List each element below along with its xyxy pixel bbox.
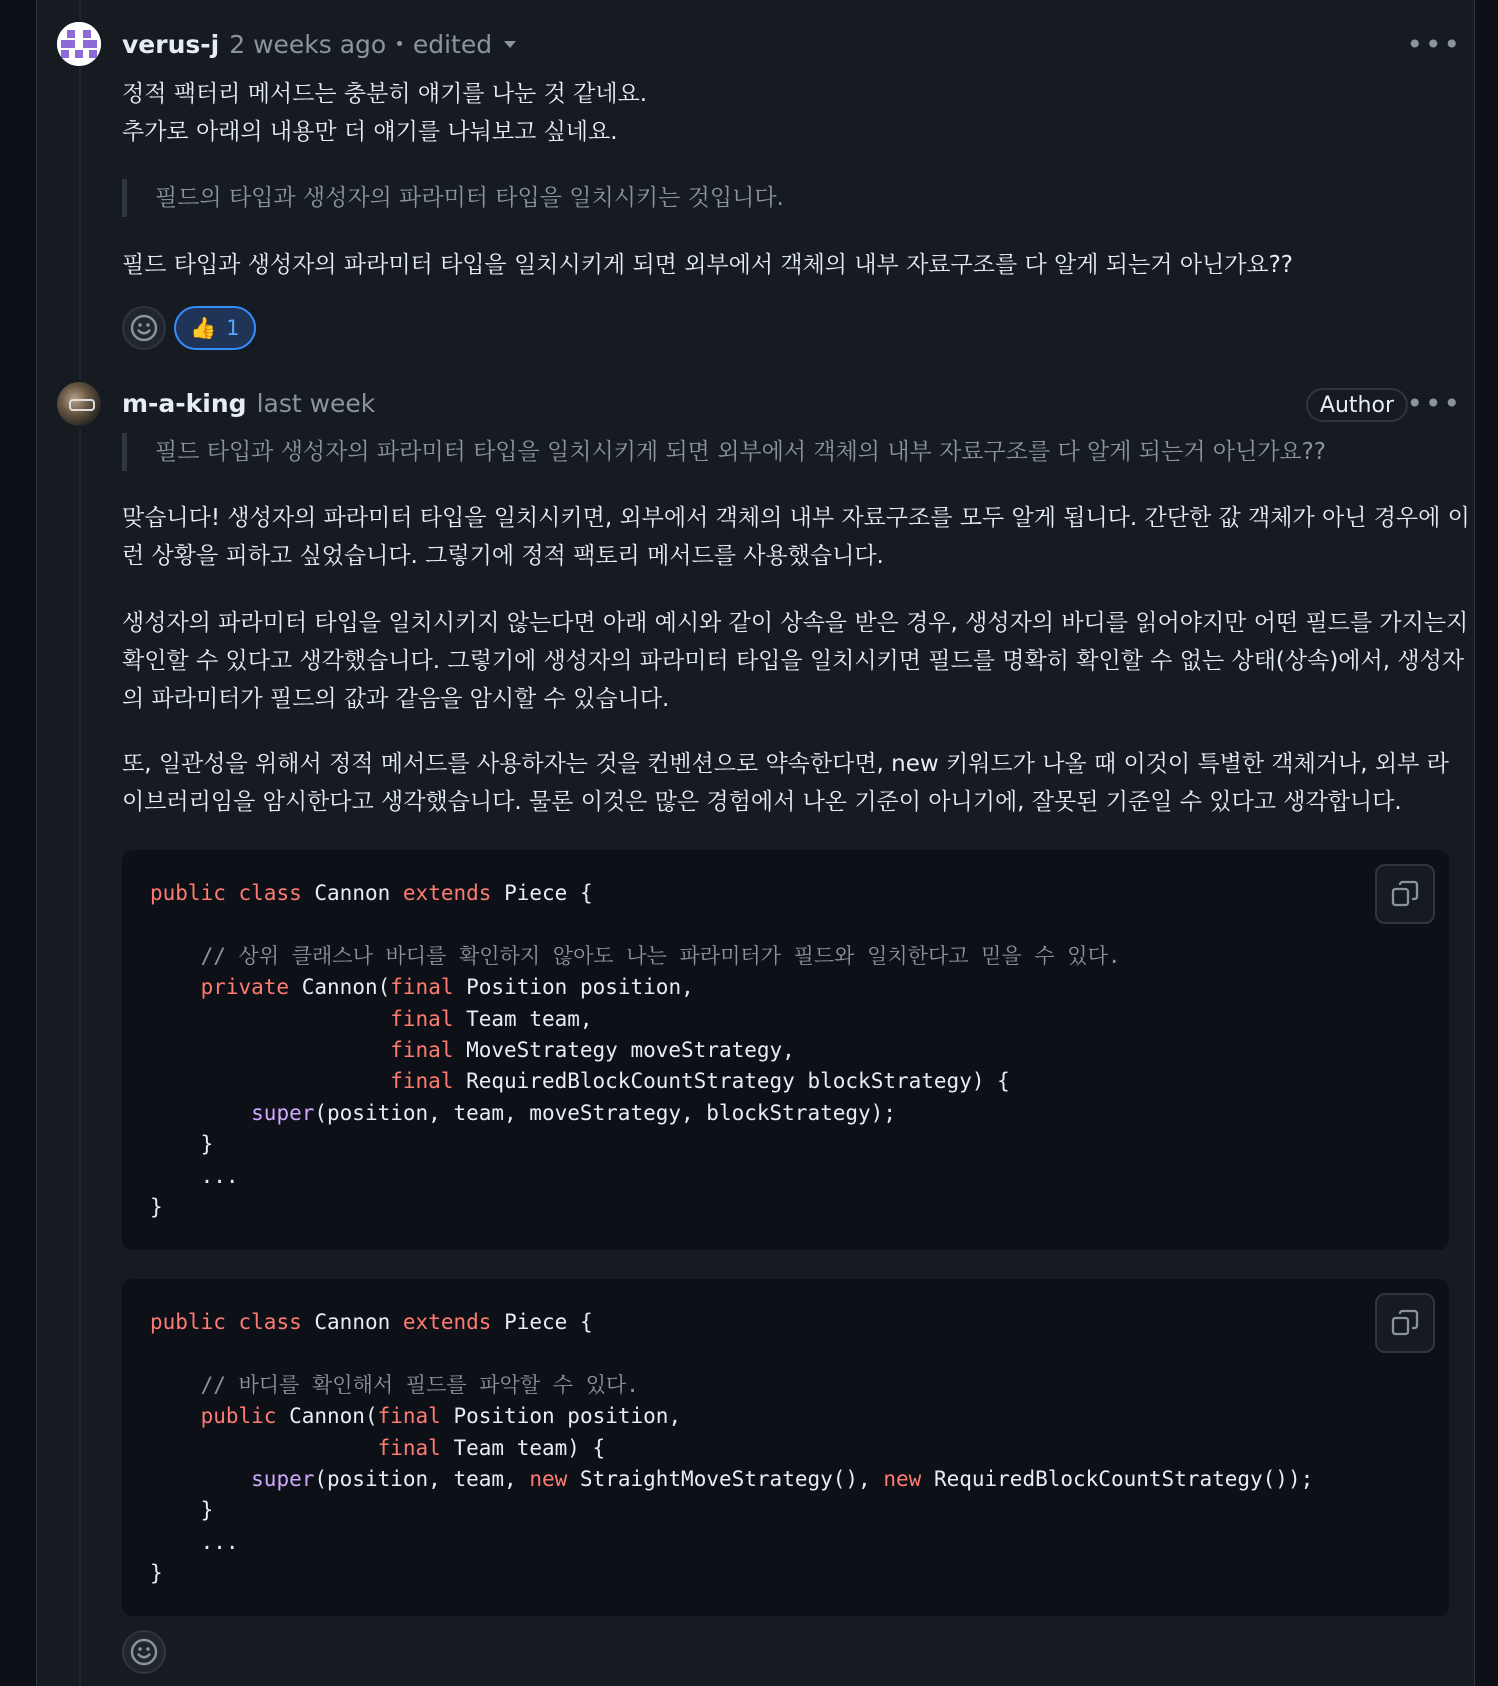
param: position, [579, 975, 694, 1000]
paragraph [122, 499, 1470, 575]
args: StraightMoveStrategy(), [579, 1467, 884, 1492]
type: Position [466, 975, 568, 1000]
args: (position, team, [314, 1467, 530, 1492]
smiley-icon [129, 313, 159, 343]
copy-button[interactable] [1375, 1293, 1435, 1353]
keyword: public [200, 1404, 277, 1429]
add-reaction-button[interactable] [122, 306, 166, 350]
keyword-super: super [251, 1100, 315, 1125]
keyword: public [150, 1310, 226, 1334]
paragraph [122, 745, 1470, 821]
author-link[interactable]: m-a-king [122, 388, 247, 418]
param: blockStrategy) { [807, 1069, 1010, 1094]
body-line: 추가로 아래의 내용만 더 얘기를 나눠보고 싶네요. [122, 119, 618, 145]
keyword: final [390, 1069, 454, 1094]
identifier: Cannon [314, 1310, 391, 1334]
keyword: final [390, 1006, 454, 1031]
blockquote [122, 433, 1470, 471]
type: RequiredBlockCountStrategy [466, 1069, 795, 1094]
kebab-icon[interactable]: ••• [1406, 387, 1462, 420]
identifier: Cannon [314, 881, 391, 905]
keyword: extends [402, 1310, 492, 1334]
punct: { [579, 881, 593, 905]
param: position, [567, 1404, 682, 1429]
reactions [122, 306, 256, 350]
type: Team [453, 1435, 505, 1460]
blockquote [122, 179, 1470, 217]
keyword: class [238, 1310, 302, 1334]
kebab-icon[interactable]: ••• [1406, 28, 1462, 61]
keyword-super: super [251, 1467, 315, 1492]
param: team) { [516, 1435, 606, 1460]
paragraph [122, 604, 1470, 718]
punct: } [150, 1195, 163, 1220]
edited-label[interactable]: edited [412, 29, 493, 59]
caret-down-icon[interactable] [504, 41, 516, 48]
identifier: Piece [504, 881, 568, 905]
comment-question [122, 246, 1470, 284]
identicon-icon [57, 22, 101, 66]
identifier: Cannon( [301, 975, 391, 1000]
punct: } [200, 1132, 214, 1157]
args: (position, team, moveStrategy, blockStrategy); [314, 1100, 896, 1125]
type: MoveStrategy [466, 1038, 618, 1063]
author-badge: Author [1306, 388, 1408, 422]
punct: { [579, 1310, 593, 1334]
keyword: final [390, 975, 454, 1000]
thumbs-up-icon: 👍 [190, 315, 217, 340]
param: moveStrategy, [630, 1038, 795, 1063]
keyword: new [883, 1467, 922, 1492]
paragraph-text: 생성자의 파라미터 타입을 일치시키지 않는다면 아래 예시와 같이 상속을 받은 경우, 생성자의 바디를 읽어야지만 어떤 필드를 가지는지 확인할 수 있다고 생각했습니다. 그렇기에 생성자의 파라미터 타입을 일치시키면 필드를 명확히 확인할 수 없는 상태(상속)에서, 생성자의 파라미터가 필드의 값과 같음을 암시할 수 있습니다. [122, 610, 1469, 712]
punct: } [150, 1561, 163, 1586]
separator: • [394, 33, 405, 55]
code-block [122, 850, 1449, 1250]
avatar-glasses [69, 399, 95, 411]
comment-header [122, 383, 375, 423]
code-comment: // 상위 클래스나 바디를 확인하지 않아도 나는 파라미터가 필드와 일치한다고 믿을 수 있다. [200, 943, 1121, 968]
keyword: class [238, 881, 302, 905]
keyword: new [529, 1467, 568, 1492]
timestamp[interactable]: 2 weeks ago [229, 29, 387, 59]
type: Team [466, 1006, 517, 1031]
param: team, [529, 1006, 593, 1031]
thumbs-up-reaction[interactable] [174, 306, 256, 350]
copy-icon [1390, 879, 1420, 909]
keyword: extends [402, 881, 492, 905]
paragraph-text: 맞습니다! 생성자의 파라미터 타입을 일치시키면, 외부에서 객체의 내부 자료구조를 모두 알게 됩니다. 간단한 값 객체가 아닌 경우에 이런 상황을 피하고 싶었습니다. 그렇기에 정적 팩토리 메서드를 사용했습니다. [122, 505, 1470, 569]
copy-button[interactable] [1375, 864, 1435, 924]
keyword: final [390, 1038, 454, 1063]
code-comment: // 바디를 확인해서 필드를 파악할 수 있다. [200, 1372, 639, 1397]
quote-text: 필드의 타입과 생성자의 파라미터 타입을 일치시키는 것입니다. [122, 179, 1470, 217]
timeline-line [79, 0, 81, 1686]
keyword: public [150, 881, 226, 905]
code-content [150, 878, 1421, 1223]
comment-body [122, 75, 1470, 151]
keyword: private [200, 975, 290, 1000]
identifier: Piece [504, 1310, 568, 1334]
code-content [150, 1307, 1421, 1590]
quote-text: 필드 타입과 생성자의 파라미터 타입을 일치시키게 되면 외부에서 객체의 내부 자료구조를 다 알게 되는거 아닌가요?? [122, 433, 1470, 471]
ellipsis: ... [200, 1529, 239, 1554]
reactions [122, 1630, 166, 1674]
reaction-count: 1 [226, 316, 240, 340]
question-text: 필드 타입과 생성자의 파라미터 타입을 일치시키게 되면 외부에서 객체의 내부 자료구조를 다 알게 되는거 아닌가요?? [122, 252, 1294, 278]
ellipsis: ... [200, 1163, 239, 1188]
type: Position [453, 1404, 555, 1429]
identifier: Cannon( [289, 1404, 378, 1429]
author-link[interactable]: verus-j [122, 29, 220, 59]
avatar[interactable] [55, 20, 103, 68]
comment-header [122, 24, 516, 64]
paragraph-text: 또, 일관성을 위해서 정적 메서드를 사용하자는 것을 컨벤션으로 약속한다면, new 키워드가 나올 때 이것이 특별한 객체거나, 외부 라이브러리임을 암시한다고 생각했습니다. 물론 이것은 많은 경험에서 나온 기준이 아니기에, 잘못된 기준일 수 있다고 생각합니다. [122, 751, 1449, 815]
code-block [122, 1279, 1449, 1616]
keyword: final [377, 1435, 441, 1460]
keyword: final [377, 1404, 441, 1429]
copy-icon [1390, 1308, 1420, 1338]
timestamp[interactable]: last week [256, 388, 376, 418]
punct: } [200, 1498, 214, 1523]
avatar[interactable] [55, 380, 103, 428]
body-line: 정적 팩터리 메서드는 충분히 얘기를 나눈 것 같네요. [122, 81, 648, 107]
add-reaction-button[interactable] [122, 1630, 166, 1674]
args: RequiredBlockCountStrategy()); [933, 1467, 1314, 1492]
smiley-icon [129, 1637, 159, 1667]
